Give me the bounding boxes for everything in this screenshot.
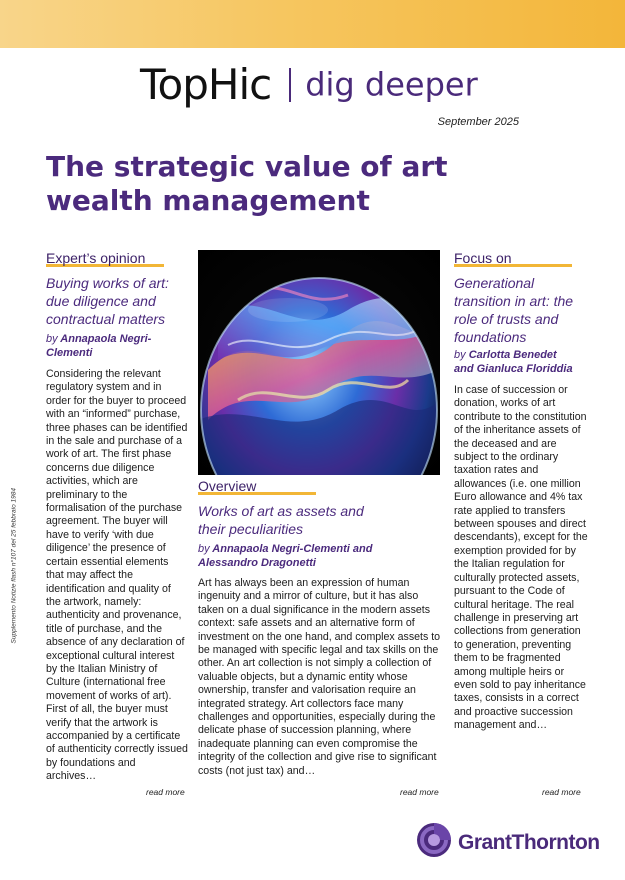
masthead [140,60,478,109]
overview-body-text: Art has always been an expression of human ingenuity and a mirror of culture, but it has also taken on a dual significance in the modern assets context: safe assets and an alternative form of investment on the one hand, and complex assets to be managed with specific legal and tax skills on the other. An art collection is not simply a collection of valuable objects, but a dynamic entity whose ownership, transfer and valorisation require an integrated strategy. Art collectors face many challenges and opportunities, especially during the delicate phase of succession planning, where inadequate planning can even compromise the integrity of the collection and give rise to significant costs (not just tax) and… [198,577,441,777]
section-overview [198,478,316,495]
masthead-divider [289,68,291,102]
focus-subtitle: Generational transition in art: the role of trusts and foundations [454,275,574,345]
section-overview-label: Overview [198,478,257,494]
section-focus-on-label: Focus on [454,250,512,266]
expert-byline [46,332,186,360]
page-title: The strategic value of art wealth management [46,150,448,217]
overview-subtitle: Works of art as assets and their peculiarities [198,503,364,537]
focus-byline [454,348,579,376]
overview-author: Annapaola Negri-Clementi and Alessandro Dragonetti [198,543,373,569]
logo-wordmark: GrantThornton [458,831,600,854]
focus-author: Carlotta Benedet and Gianluca Floriddia [454,349,573,375]
tagline: dig deeper [305,65,478,104]
byline-prefix: by [198,543,210,555]
expert-subtitle: Buying works of art: due diligence and contractual matters [46,275,169,327]
byline-prefix: by [454,349,466,361]
section-focus-on [454,250,572,267]
section-expert-opinion [46,250,164,267]
overview-read-more-link[interactable]: read more [400,787,439,797]
grant-thornton-logo [416,822,600,863]
top-gradient-band [0,0,625,48]
byline-prefix: by [46,333,58,345]
expert-read-more-link[interactable]: read more [146,787,185,797]
expert-body-text: Considering the relevant regulatory system and in order for the buyer to proceed with an “informed” purchase, three phases can be identified in the sale and purchase of a work of art. The first phase concerns due diligence activities, which are preliminary to the formalisation of the purchase agreement. The buyer will have to verify ‘with due diligence’ the presence of certain essential elements that may affect the identification and quality of the artwork, namely: authenticity and provenance, title of purchase, and the absence of any declaration of exceptional cultural interest by the Italian Ministry of Culture (international free movement of works of art). First of all, the buyer must verify that the artwork is accompanied by a certificate of authenticity correctly issued by foundations and archives… [46,368,188,783]
focus-body-text: In case of succession or donation, works of art contribute to the constitution of the inheritance assets of the deceased and are subject to the ordinary taxation rates and allowances (i.e. one million Euro allowance and 4% tax rate applied to transfers between spouses and direct descendants), except for the exemption provided for by the Italian regulation for culturally protected assets, pursuant to the Code of cultural heritage. The real challenge in preserving art collections from generation to generation, preventing them to be fragmented among multiple heirs or even sold to pay inheritance taxes, consists in a correct and proactive succession management and… [454,384,588,732]
section-expert-opinion-label: Expert’s opinion [46,250,146,266]
overview-byline [198,542,398,570]
brand-name: TopHic [140,60,272,109]
expert-author: Annapaola Negri-Clementi [46,333,152,359]
legal-sidenote: Supplemento Notizie flash n°107 del 25 febbraio 1984 [10,488,18,644]
focus-read-more-link[interactable]: read more [542,787,581,797]
issue-date: September 2025 [437,116,519,128]
bubble-photo [198,250,440,475]
grant-thornton-mark-icon [416,822,452,858]
